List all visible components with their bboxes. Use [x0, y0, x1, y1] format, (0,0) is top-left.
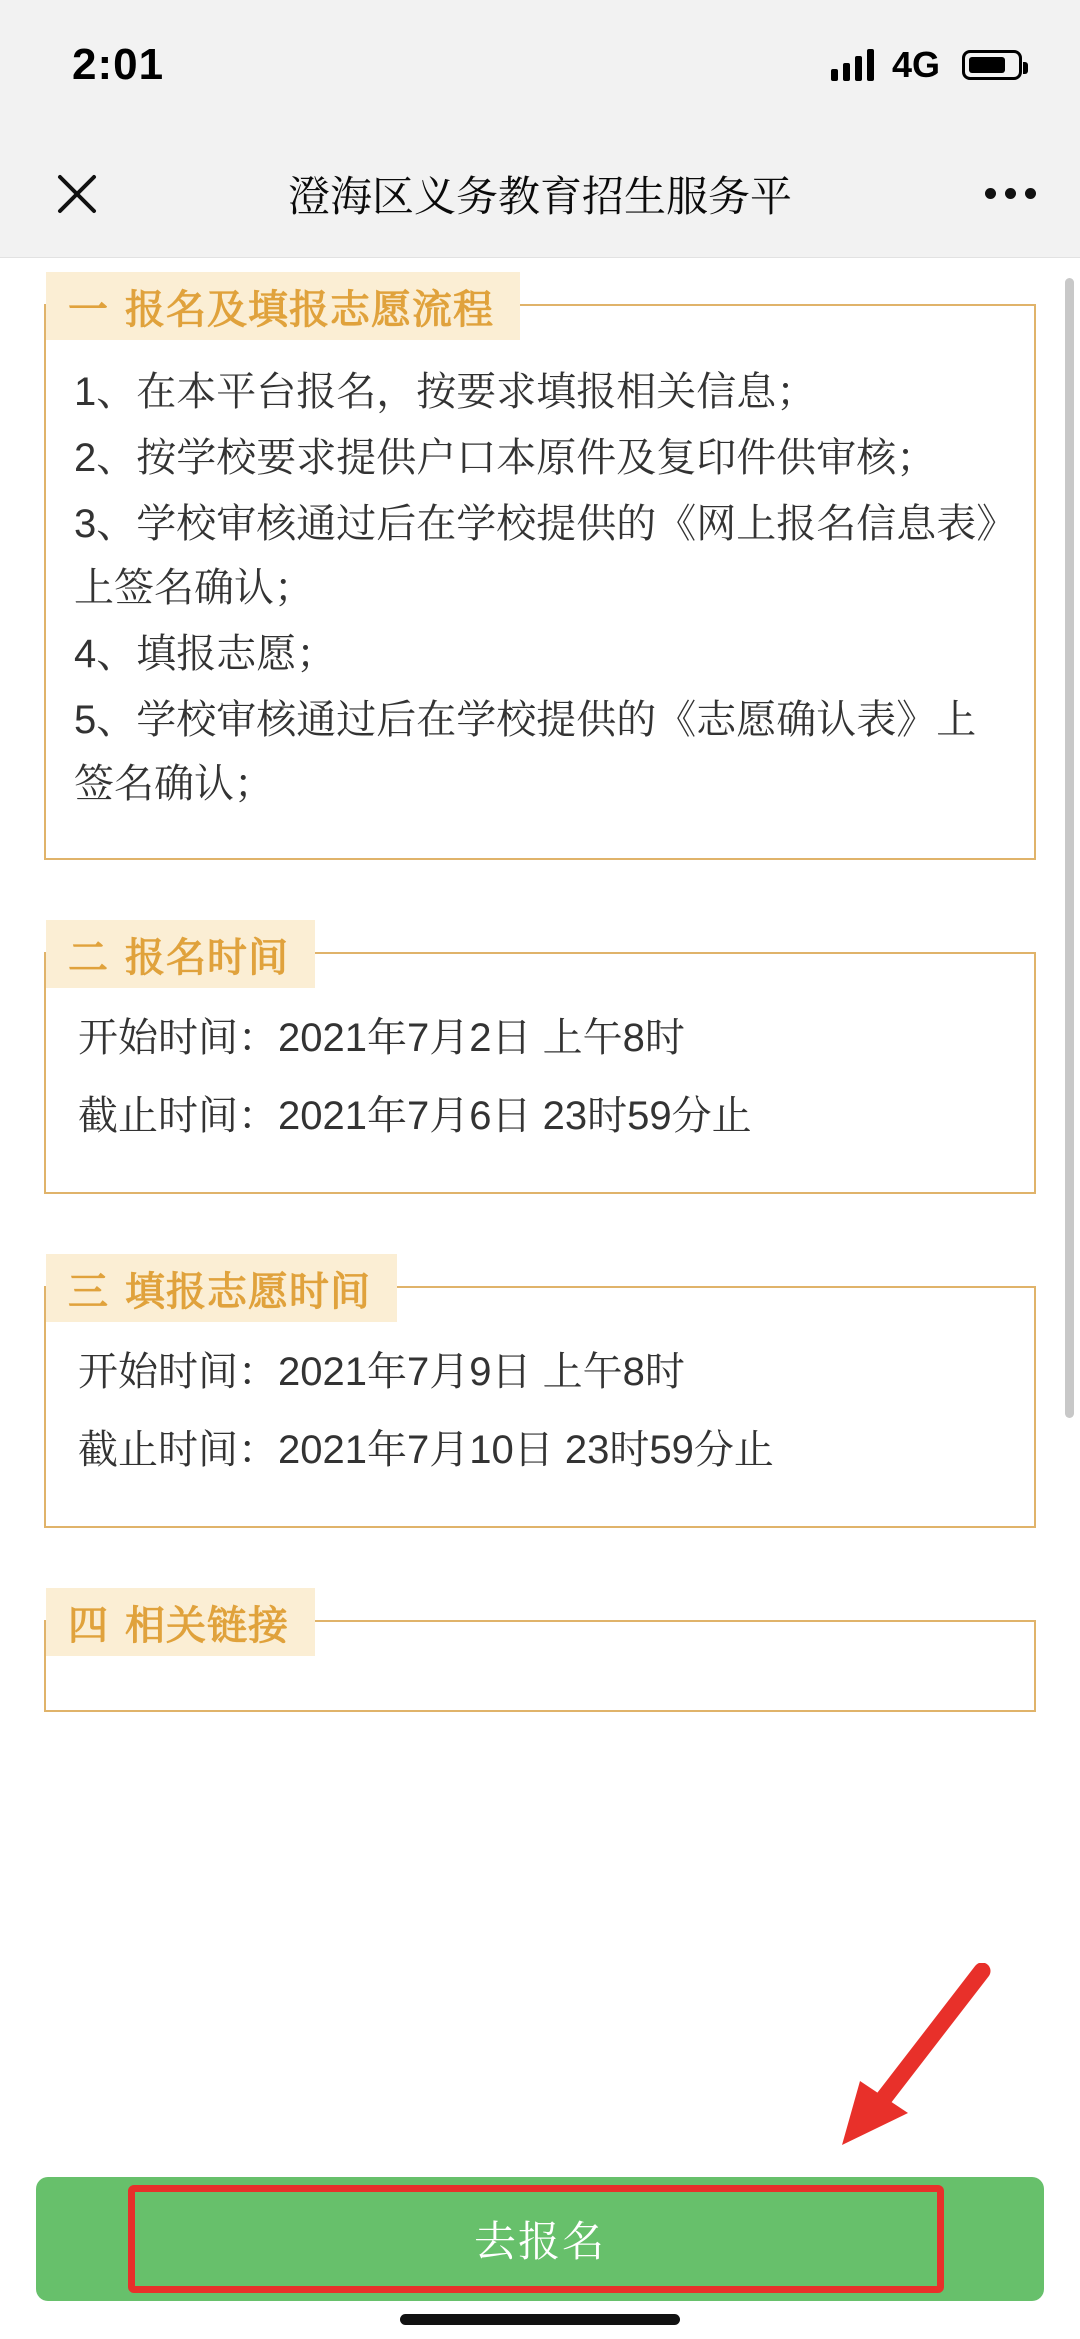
- section-title: 报名时间: [125, 935, 289, 980]
- scrollbar[interactable]: [1065, 278, 1074, 1418]
- status-bar: [0, 0, 1080, 130]
- section-header: [46, 272, 520, 340]
- time-line: 开始时间：2021年7月2日 上午8时: [78, 1016, 685, 1060]
- section-number: 四: [68, 1603, 109, 1648]
- status-time: 2:01: [72, 40, 165, 89]
- section-number: 二: [68, 935, 109, 980]
- time-line: 开始时间：2021年7月9日 上午8时: [78, 1350, 685, 1394]
- section-number: 三: [68, 1269, 109, 1314]
- section-header: [46, 920, 315, 988]
- section-title: 相关链接: [125, 1603, 289, 1648]
- battery-icon: [962, 50, 1022, 80]
- time-line: 截止时间：2021年7月6日 23时59分止: [78, 1094, 752, 1138]
- more-options-icon[interactable]: [985, 188, 1036, 199]
- time-line: 截止时间：2021年7月10日 23时59分止: [78, 1428, 774, 1472]
- section-number: 一: [68, 287, 109, 332]
- section-header: [46, 1588, 315, 1656]
- section-body: [64, 1006, 1016, 1148]
- page-content: [0, 258, 1080, 2339]
- process-line: 2、按学校要求提供户口本原件及复印件供审核；: [74, 436, 937, 480]
- status-indicators: [831, 44, 1022, 86]
- signal-bars-icon: [831, 49, 874, 81]
- section-related-links: [44, 1603, 1036, 1712]
- section-registration-process: [44, 287, 1036, 860]
- section-body: [64, 1340, 1016, 1482]
- section-header: [46, 1254, 397, 1322]
- network-type-label: 4G: [891, 44, 940, 85]
- close-icon[interactable]: [42, 159, 112, 229]
- process-line: 4、填报志愿；: [74, 632, 337, 676]
- process-line: 3、学校审核通过后在学校提供的《网上报名信息表》上签名确认；: [74, 502, 997, 610]
- page-title: 澄海区义务教育招生服务平: [287, 172, 792, 220]
- section-volunteer-time: [44, 1269, 1036, 1528]
- bottom-action-bar: [0, 2169, 1080, 2339]
- section-title: 报名及填报志愿流程: [125, 287, 494, 332]
- section-registration-time: [44, 935, 1036, 1194]
- section-title: 填报志愿时间: [125, 1269, 371, 1314]
- section-body: [74, 360, 1006, 816]
- navigation-bar: [0, 130, 1080, 258]
- process-line: 1、在本平台报名，按要求填报相关信息；: [74, 370, 817, 414]
- process-line: 5、学校审核通过后在学校提供的《志愿确认表》上签名确认；: [74, 698, 977, 806]
- go-register-button[interactable]: 去报名: [36, 2177, 1044, 2301]
- home-indicator: [400, 2314, 680, 2325]
